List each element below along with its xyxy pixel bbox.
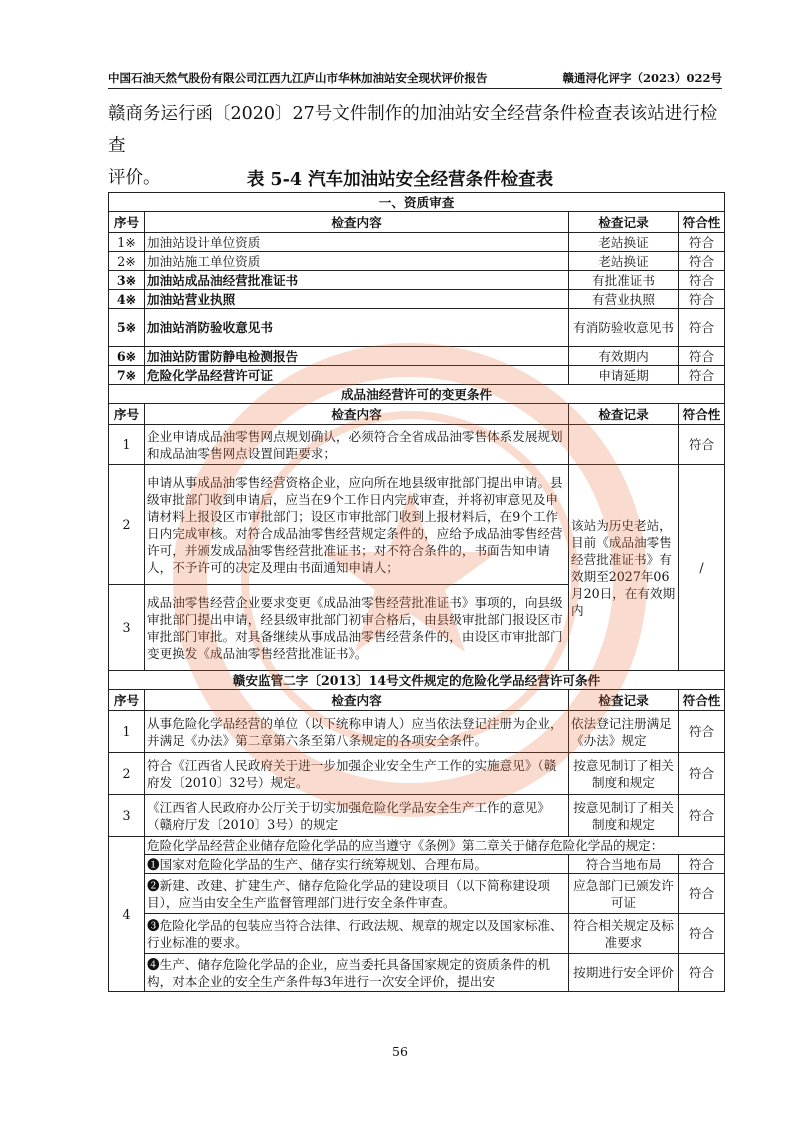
row-no: 1	[109, 425, 145, 465]
col-header-content: 检查内容	[145, 212, 569, 233]
table-row	[109, 366, 725, 385]
row-record: 按意见制订了相关制度和规定	[569, 753, 679, 795]
row-content: 加油站防雷防静电检测报告	[145, 347, 569, 366]
row-content: 加油站设计单位资质	[145, 233, 569, 252]
row-result: 符合	[679, 252, 725, 271]
row-no: 5※	[109, 309, 145, 347]
row-no: 1	[109, 711, 145, 753]
subitem-content: ❶国家对危险化学品的生产、储存实行统筹规划、合理布局。	[145, 855, 569, 874]
row-record: 老站换证	[569, 252, 679, 271]
row-no: 4※	[109, 290, 145, 309]
row-record: 老站换证	[569, 233, 679, 252]
subitem-record: 符合当地布局	[569, 855, 679, 874]
table-subrow	[109, 954, 725, 992]
row-no: 4	[109, 837, 145, 992]
table-row	[109, 347, 725, 366]
row-intro: 危险化学品经营企业储存危险化学品的应当遵守《条例》第二章关于储存危险化学品的规定：	[145, 837, 725, 855]
table-header-row	[109, 690, 725, 711]
subitem-record: 符合相关规定及标准要求	[569, 914, 679, 954]
row-no: 3※	[109, 271, 145, 290]
section-title: 成品油经营许可的变更条件	[109, 385, 725, 404]
subitem-record: 应急部门已颁发许可证	[569, 874, 679, 914]
row-content: 符合《江西省人民政府关于进一步加强企业安全生产工作的实施意见》（赣府发〔2010〕32号）规定。	[145, 753, 569, 795]
table-subrow	[109, 855, 725, 874]
table-row	[109, 795, 725, 837]
row-record	[569, 425, 679, 465]
table-row	[109, 425, 725, 465]
subitem-result: 符合	[679, 914, 725, 954]
row-content: 申请从事成品油零售经营资格企业，应向所在地县级审批部门提出申请。县级审批部门收到申请后，应当在9个工作日内完成审查，并将初审意见及申请材料上报设区市审批部门；设区市审批部门收到上报材料后，在9个工作日内完成审核。对符合成品油零售经营规定条件的，应给予成品油零售经营许可，并颁发成品油零售经营批准证书；对不符合条件的，书面告知申请人，不予许可的决定及理由书面通知申请人；	[145, 465, 569, 585]
table-row	[109, 252, 725, 271]
row-result: 符合	[679, 425, 725, 465]
row-no: 3	[109, 585, 145, 671]
row-no: 3	[109, 795, 145, 837]
row-result: 符合	[679, 290, 725, 309]
row-record: 该站为历史老站，目前《成品油零售经营批准证书》有效期至2027年06月20日，在有效期内	[569, 465, 679, 671]
table-row	[109, 465, 725, 585]
section-title: 赣安监管二字〔2013〕14号文件规定的危险化学品经营许可条件	[109, 671, 725, 690]
row-record: 依法登记注册满足《办法》规定	[569, 711, 679, 753]
col-header-record: 检查记录	[569, 690, 679, 711]
row-record: 有营业执照	[569, 290, 679, 309]
intro-line-1: 赣商务运行函〔2020〕27号文件制作的加油站安全经营条件检查表该站进行检查	[108, 104, 718, 156]
subitem-record: 按期进行安全评价	[569, 954, 679, 992]
col-header-result: 符合性	[679, 690, 725, 711]
row-record: 有效期内	[569, 347, 679, 366]
table-row	[109, 753, 725, 795]
row-record: 按意见制订了相关制度和规定	[569, 795, 679, 837]
row-content: 加油站消防验收意见书	[145, 309, 569, 347]
subitem-result: 符合	[679, 954, 725, 992]
subitem-content: ❹生产、储存危险化学品的企业，应当委托具备国家规定的资质条件的机构，对本企业的安全生产条件每3年进行一次安全评价，提出安	[145, 954, 569, 992]
row-content: 《江西省人民政府办公厅关于切实加强危险化学品安全生产工作的意见》（赣府厅发〔2010〕3号）的规定	[145, 795, 569, 837]
row-no: 2	[109, 753, 145, 795]
row-record: 有消防验收意见书	[569, 309, 679, 347]
col-header-record: 检查记录	[569, 404, 679, 425]
row-result: 符合	[679, 233, 725, 252]
intro-line-2: 评价。	[108, 168, 161, 188]
table-row	[109, 271, 725, 290]
row-content: 加油站成品油经营批准证书	[145, 271, 569, 290]
section-title: 一、资质审查	[109, 193, 725, 212]
row-result: 符合	[679, 271, 725, 290]
header-report-number: 赣通浔化评字（2023）022号	[562, 71, 722, 85]
row-no: 6※	[109, 347, 145, 366]
page-number: 56	[392, 1044, 408, 1059]
row-result: 符合	[679, 366, 725, 385]
table-header-row	[109, 404, 725, 425]
row-content: 成品油零售经营企业要求变更《成品油零售经营批准证书》事项的，向县级审批部门提出申请，经县级审批部门初审合格后，由县级审批部门报设区市审批部门审批。对具备继续从事成品油零售经营条件的，由设区市审批部门变更换发《成品油零售经营批准证书》。	[145, 585, 569, 671]
subitem-content: ❷新建、改建、扩建生产、储存危险化学品的建设项目（以下简称建设项目），应当由安全生产监督管理部门进行安全条件审查。	[145, 874, 569, 914]
col-header-result: 符合性	[679, 404, 725, 425]
subitem-result: 符合	[679, 855, 725, 874]
row-record: 有批准证书	[569, 271, 679, 290]
row-content: 从事危险化学品经营的单位（以下统称申请人）应当依法登记注册为企业，并满足《办法》第二章第六条至第八条规定的各项安全条件。	[145, 711, 569, 753]
row-result: 符合	[679, 795, 725, 837]
table-subrow	[109, 914, 725, 954]
subitem-content: ❸危险化学品的包装应当符合法律、行政法规、规章的规定以及国家标准、行业标准的要求。	[145, 914, 569, 954]
row-record: 申请延期	[569, 366, 679, 385]
row-no: 2	[109, 465, 145, 585]
row-content: 危险化学品经营许可证	[145, 366, 569, 385]
row-content: 加油站施工单位资质	[145, 252, 569, 271]
row-result: 符合	[679, 711, 725, 753]
table-row	[109, 309, 725, 347]
table-row	[109, 837, 725, 855]
table-caption: 表 5-4 汽车加油站安全经营条件检查表	[246, 170, 554, 190]
subitem-result: 符合	[679, 874, 725, 914]
row-no: 2※	[109, 252, 145, 271]
table-subrow	[109, 874, 725, 914]
row-no: 7※	[109, 366, 145, 385]
row-result: 符合	[679, 347, 725, 366]
header-report-title: 中国石油天然气股份有限公司江西九江庐山市华林加油站安全现状评价报告	[108, 71, 488, 85]
row-content: 企业申请成品油零售网点规划确认，必须符合全省成品油零售体系发展规划和成品油零售网点设置间距要求；	[145, 425, 569, 465]
table-row	[109, 290, 725, 309]
col-header-no: 序号	[109, 212, 145, 233]
row-no: 1※	[109, 233, 145, 252]
row-content: 加油站营业执照	[145, 290, 569, 309]
table-row	[109, 233, 725, 252]
col-header-no: 序号	[109, 690, 145, 711]
table-header-row	[109, 212, 725, 233]
col-header-content: 检查内容	[145, 690, 569, 711]
inspection-table	[108, 192, 725, 992]
table-row	[109, 711, 725, 753]
row-result: 符合	[679, 309, 725, 347]
col-header-record: 检查记录	[569, 212, 679, 233]
col-header-content: 检查内容	[145, 404, 569, 425]
row-result: 符合	[679, 753, 725, 795]
row-result: /	[679, 465, 725, 671]
col-header-no: 序号	[109, 404, 145, 425]
running-header	[108, 70, 722, 89]
col-header-result: 符合性	[679, 212, 725, 233]
